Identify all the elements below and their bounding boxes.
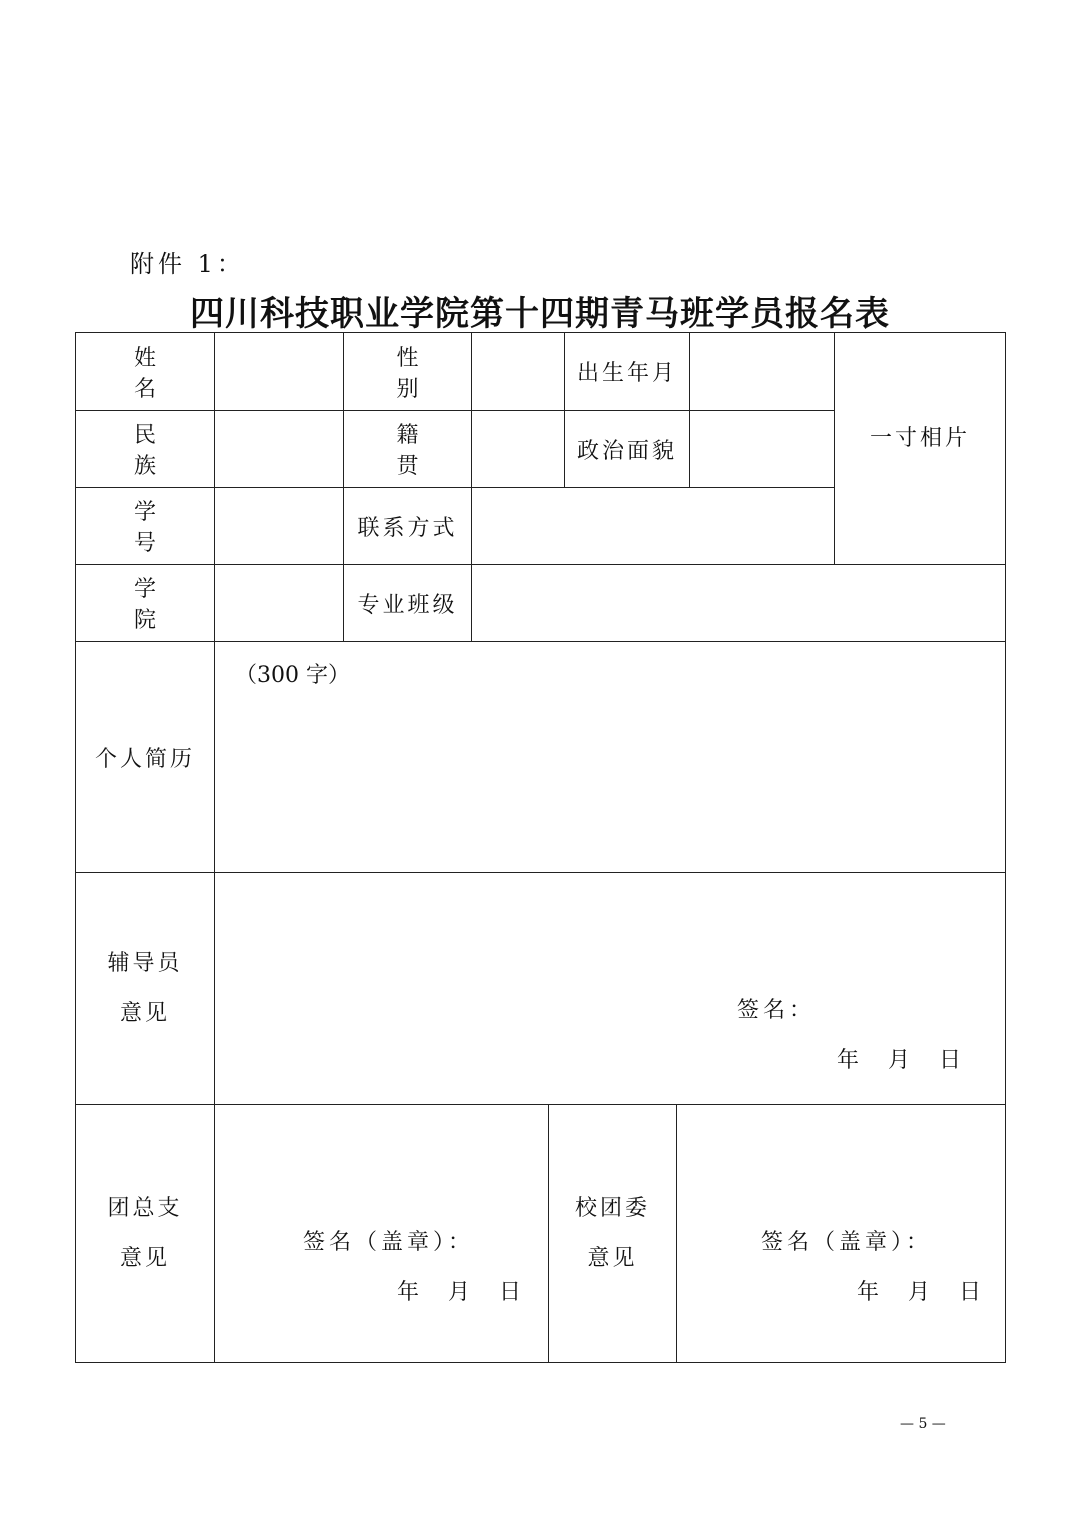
major-class-field[interactable] (472, 565, 1006, 642)
school-league-label (549, 1105, 677, 1363)
photo-label: 一寸相片 (870, 426, 971, 451)
student-id-label: 学 号 (76, 488, 215, 565)
political-field[interactable] (690, 411, 835, 488)
league-branch-label-line1: 团总支 (107, 1195, 183, 1221)
native-place-label: 籍 贯 (344, 411, 472, 488)
gender-label: 性 别 (344, 333, 472, 411)
contact-label: 联系方式 (344, 488, 472, 565)
counselor-label-line1: 辅导员 (107, 950, 183, 976)
league-branch-opinion-field[interactable] (215, 1105, 549, 1363)
school-league-opinion-field[interactable] (677, 1105, 1006, 1363)
birth-field[interactable] (690, 333, 835, 411)
school-league-label-line1: 校团委 (574, 1195, 650, 1221)
birth-label: 出生年月 (565, 333, 690, 411)
counselor-label-line2: 意见 (119, 1000, 170, 1026)
school-league-sign-label: 签名（盖章）： (761, 1230, 933, 1255)
name-label: 姓 名 (76, 333, 215, 411)
contact-field[interactable] (472, 488, 835, 565)
league-branch-date-label: 年 月 日 (397, 1280, 521, 1305)
attachment-label: 附件 1： (130, 250, 245, 278)
league-branch-label (76, 1105, 215, 1363)
college-label: 学 院 (76, 565, 215, 642)
student-id-field[interactable] (215, 488, 344, 565)
resume-hint: （300 字） (235, 663, 350, 688)
counselor-opinion-field[interactable] (215, 873, 1006, 1105)
native-place-field[interactable] (472, 411, 565, 488)
counselor-date-label: 年 月 日 (837, 1048, 961, 1073)
league-branch-label-line2: 意见 (119, 1245, 170, 1271)
resume-field[interactable] (215, 642, 1006, 873)
resume-label: 个人简历 (76, 642, 215, 873)
ethnicity-label: 民 族 (76, 411, 215, 488)
photo-box[interactable] (835, 333, 1006, 565)
registration-form-table (75, 332, 1006, 1363)
gender-field[interactable] (472, 333, 565, 411)
name-field[interactable] (215, 333, 344, 411)
political-label: 政治面貌 (565, 411, 690, 488)
league-branch-sign-label: 签名（盖章）： (303, 1230, 475, 1255)
major-class-label: 专业班级 (344, 565, 472, 642)
school-league-date-label: 年 月 日 (857, 1280, 981, 1305)
counselor-sign-label: 签名： (737, 998, 816, 1023)
ethnicity-field[interactable] (215, 411, 344, 488)
page-number: — 5 — (900, 1416, 946, 1432)
form-title: 四川科技职业学院第十四期青马班学员报名表 (190, 294, 890, 334)
counselor-label (76, 873, 215, 1105)
college-field[interactable] (215, 565, 344, 642)
school-league-label-line2: 意见 (587, 1245, 638, 1271)
